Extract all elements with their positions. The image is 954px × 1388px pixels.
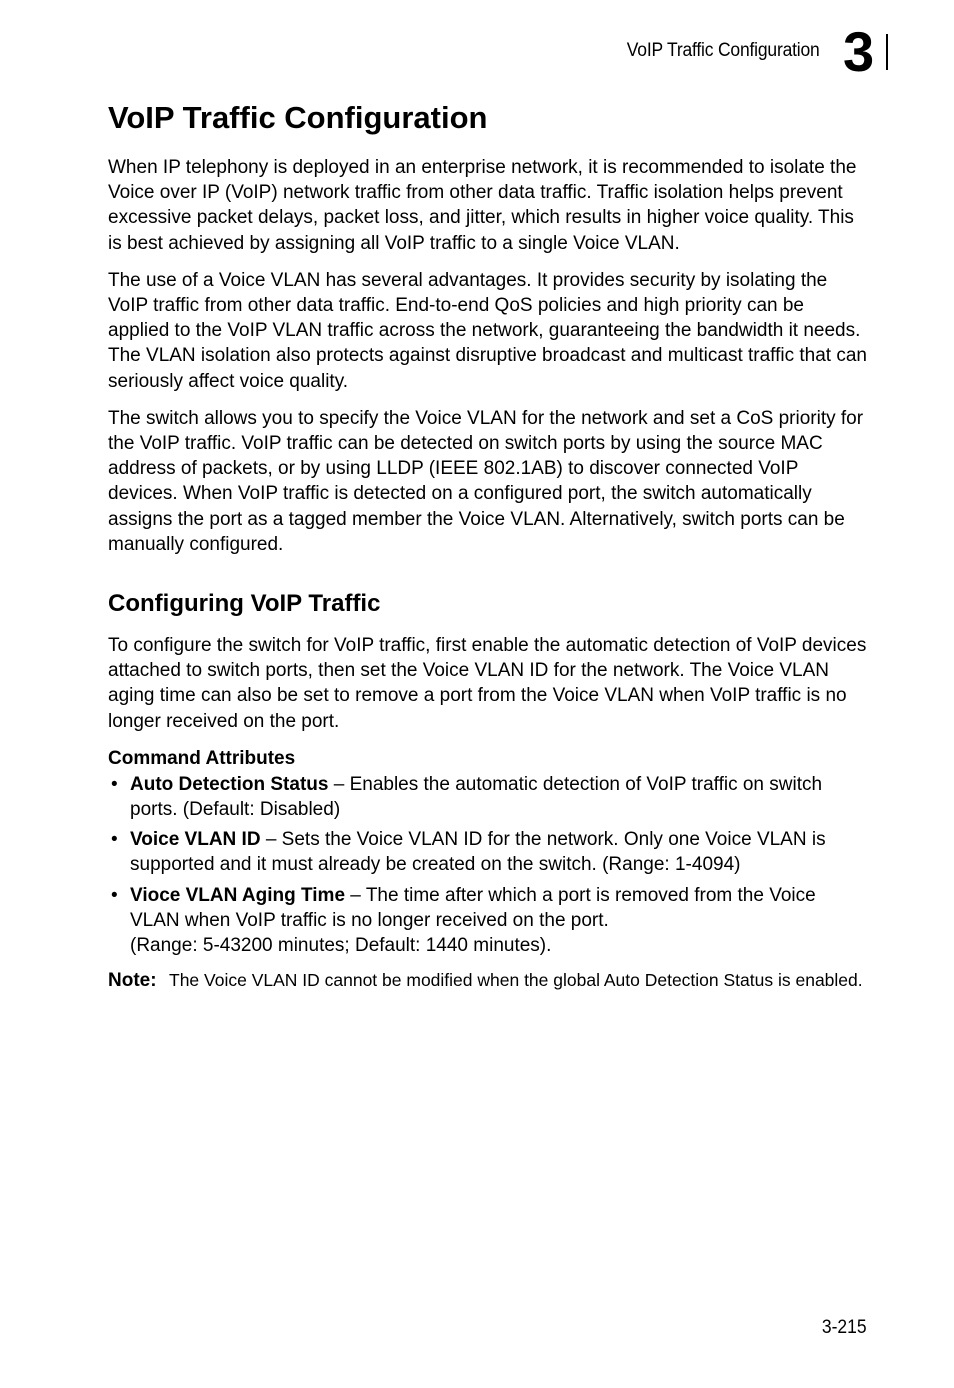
attribute-description: – Sets the Voice VLAN ID for the network. Only one Voice VLAN is supported and it must already be created on the switch. (Range: 1-4094) <box>130 829 826 876</box>
list-item <box>108 827 868 877</box>
list-item <box>108 772 868 822</box>
chapter-divider-rule <box>886 34 888 70</box>
bullet-icon: • <box>111 773 118 795</box>
subsection-intro-paragraph: To configure the switch for VoIP traffic, first enable the automatic detection of VoIP devices attached to switch ports, then set the Voice VLAN ID for the network. The Voice VLAN aging time can also be set to remove a port from the Voice VLAN when VoIP traffic is no longer received on the port. <box>108 635 867 732</box>
attribute-term: Voice VLAN ID <box>130 829 261 851</box>
note-text: The Voice VLAN ID cannot be modified when the global Auto Detection Status is enabled. <box>169 970 863 991</box>
note-label: Note: <box>108 970 157 992</box>
intro-paragraph-3: The switch allows you to specify the Voice VLAN for the network and set a CoS priority for the VoIP traffic. VoIP traffic can be detected on switch ports by using the source MAC address of packets, or by using LLDP (IEEE 802.1AB) to discover connected VoIP devices. When VoIP traffic is detected on a configured port, the switch automatically assigns the port as a tagged member the Voice VLAN. Alternatively, switch ports can be manually configured. <box>108 407 864 555</box>
bullet-icon: • <box>111 884 118 906</box>
command-attributes-list <box>108 772 868 958</box>
note-block <box>108 968 868 994</box>
chapter-number: 3 <box>843 20 874 83</box>
running-header-title: VoIP Traffic Configuration <box>627 40 820 61</box>
attribute-description: – The time after which a port is removed from the Voice VLAN when VoIP traffic is no longer received on the port. <box>130 884 816 931</box>
command-attributes-heading: Command Attributes <box>108 747 296 769</box>
attribute-term: Vioce VLAN Aging Time <box>130 884 346 906</box>
intro-paragraph-1: When IP telephony is deployed in an enterprise network, it is recommended to isolate the Voice over IP (VoIP) network traffic from other data traffic. Traffic isolation helps prevent excessive packet delays, packet loss, and jitter, which results in higher voice quality. This is best achieved by assigning all VoIP traffic to a single Voice VLAN. <box>108 157 857 254</box>
main-content <box>108 98 868 994</box>
intro-paragraph-2: The use of a Voice VLAN has several advantages. It provides security by isolating the VoIP traffic from other data traffic. End-to-end QoS policies and high priority can be applied to the VoIP VLAN traffic across the network, guaranteeing the bandwidth it needs. The VLAN isolation also protects against disruptive broadcast and multicast traffic that can seriously affect voice quality. <box>108 269 867 392</box>
list-item <box>108 883 868 959</box>
bullet-icon: • <box>111 829 118 851</box>
attribute-description: – Enables the automatic detection of VoIP traffic on switch ports. (Default: Disabled) <box>130 773 823 821</box>
attribute-range-default: (Range: 5-43200 minutes; Default: 1440 minutes). <box>130 935 552 957</box>
section-title: VoIP Traffic Configuration <box>108 100 488 135</box>
page-number: 3-215 <box>822 1317 867 1338</box>
subsection-title: Configuring VoIP Traffic <box>108 590 381 618</box>
attribute-term: Auto Detection Status <box>130 773 329 795</box>
